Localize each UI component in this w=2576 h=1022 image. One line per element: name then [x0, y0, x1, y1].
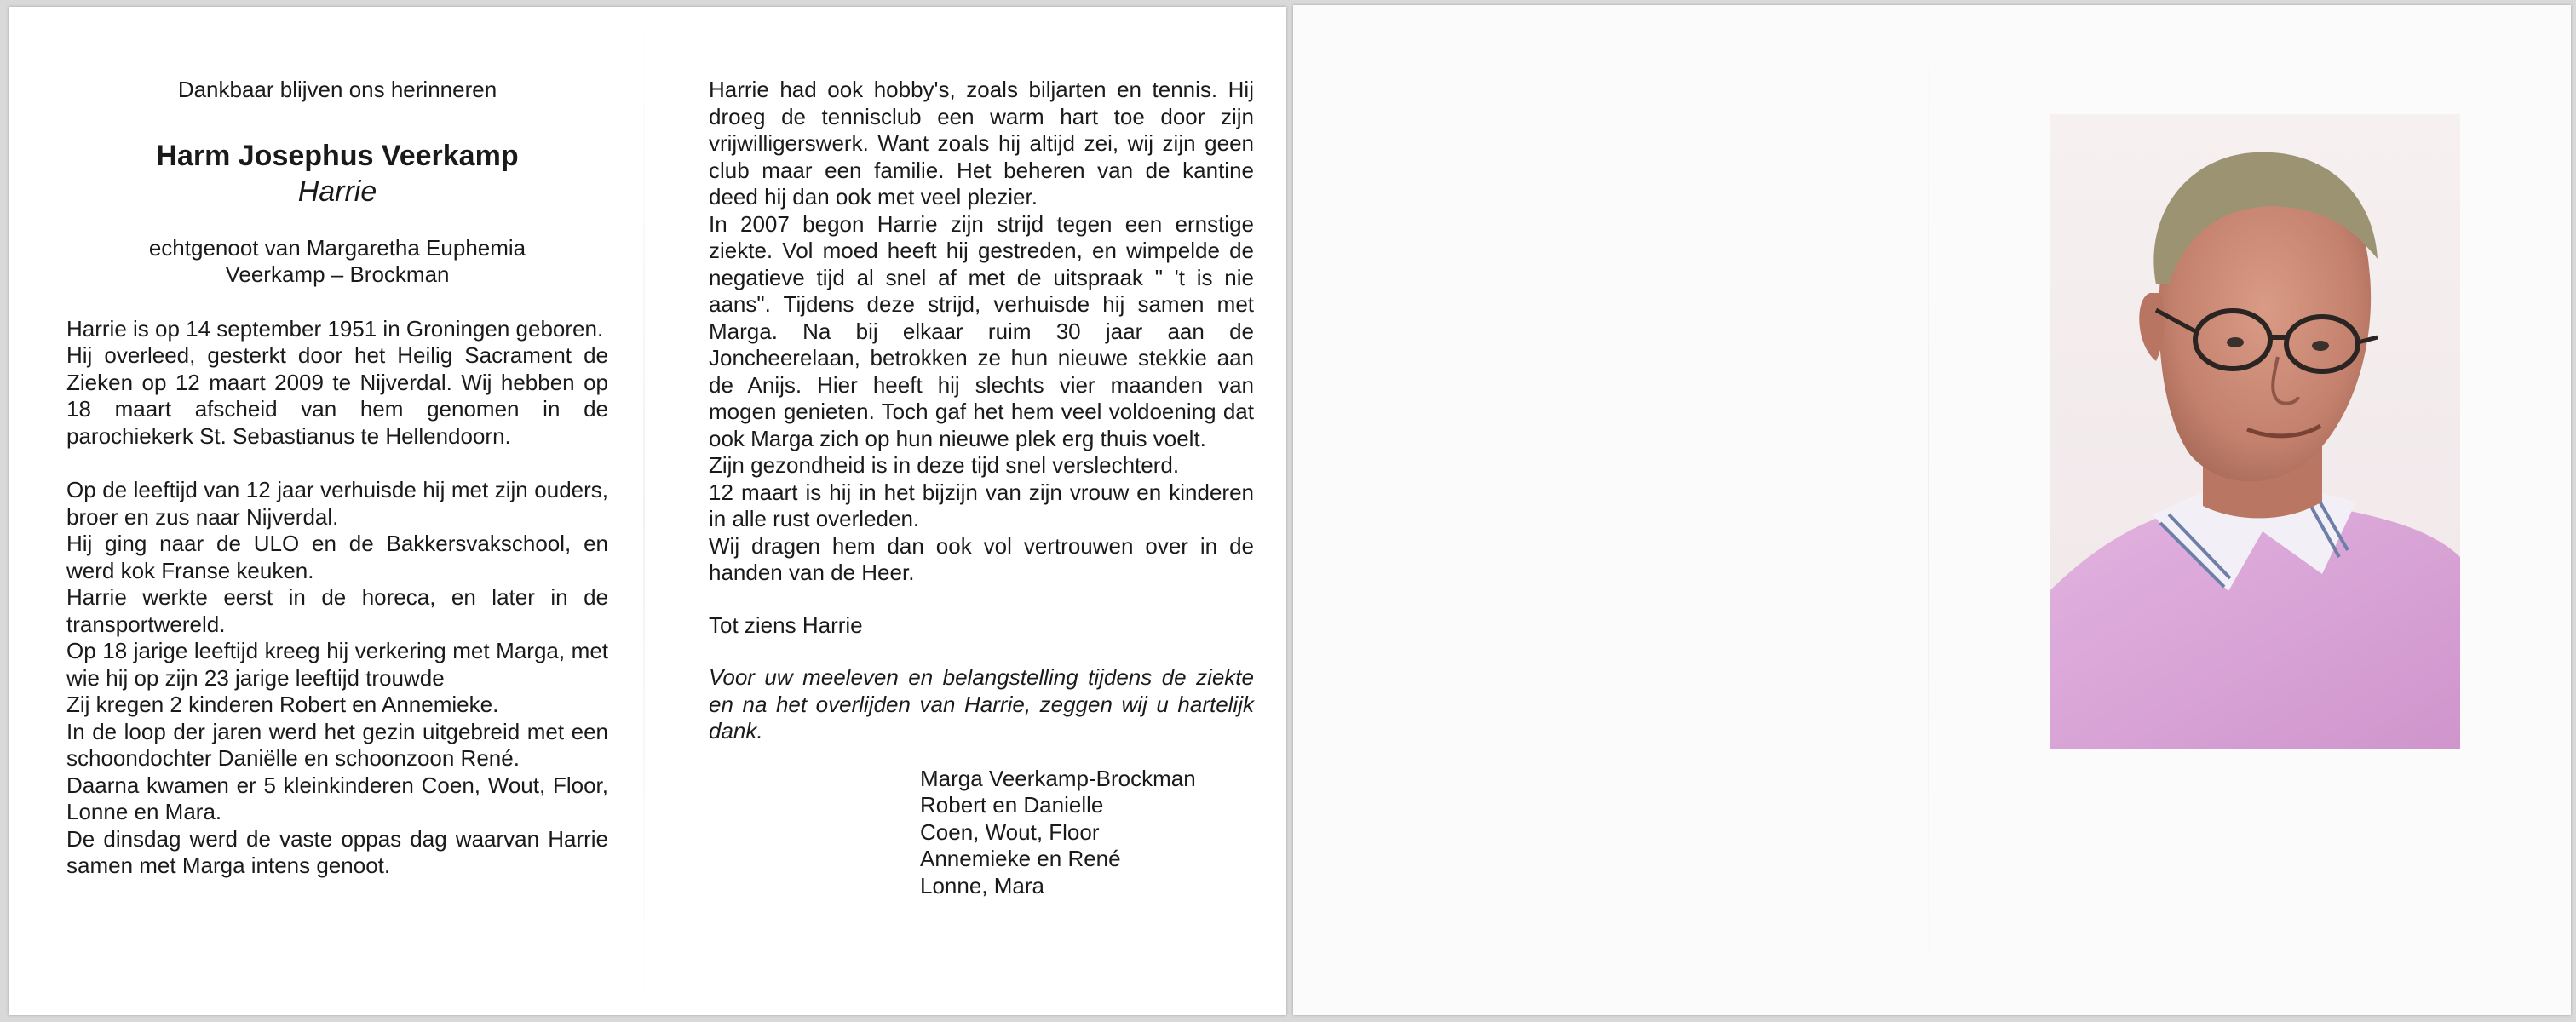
biography-text: Op 18 jarige leeftijd kreeg hij verkering met Marga, met wie hij op zijn 23 jarige leeftijd trouwde: [66, 638, 608, 691]
farewell-line: Tot ziens Harrie: [709, 611, 863, 638]
portrait-photo: [2050, 114, 2460, 749]
biography-text: Hij overleed, gesterkt door het Heilig Sacrament de Zieken op 12 maart 2009 te Nijverdal. Wij hebben op 18 maart afscheid van hem genomen in de parochiekerk St. Sebastianus te Hellendoorn.: [66, 342, 608, 449]
biography-text: Harrie werkte eerst in de horeca, en later in de transportwereld.: [66, 584, 608, 637]
portrait-illustration: [2050, 114, 2460, 749]
biography-text: Wij dragen hem dan ook vol vertrouwen over in de handen van de Heer.: [709, 532, 1254, 585]
deceased-nickname: Harrie: [297, 175, 377, 208]
biography-text: Op de leeftijd van 12 jaar verhuisde hij met zijn ouders, broer en zus naar Nijverdal.: [66, 477, 608, 530]
fold-crease: [1928, 5, 1929, 1015]
signer-line: Lonne, Mara: [920, 872, 1044, 899]
biography-text: Harrie had ook hobby's, zoals biljarten en tennis. Hij droeg de tennisclub een warm hart toe door zijn vrijwilligerswerk. Want zoals hij altijd zei, wij zijn geen club maar een familie. Het beheren van de kantine deed hij dan ook met veel plezier.: [709, 77, 1254, 210]
thanks-message: Voor uw meeleven en belangstelling tijdens de ziekte en na het overlijden van Harrie, zeggen wij u hartelijk dank.: [709, 664, 1254, 744]
spacer: [709, 639, 1254, 664]
biography-text: Zij kregen 2 kinderen Robert en Annemieke.: [66, 692, 499, 717]
signer-line: Marga Veerkamp-Brockman: [920, 765, 1196, 791]
signer-line: Coen, Wout, Floor: [920, 818, 1100, 845]
biography-paragraph-1: [66, 316, 608, 451]
signers-list: [920, 766, 1254, 900]
right-column: [709, 77, 1254, 899]
spacer: [709, 587, 1254, 612]
biography-text: Zijn gezondheid is in deze tijd snel verslechterd.: [709, 452, 1180, 478]
eye: [2227, 337, 2244, 347]
signer-line: Annemieke en René: [920, 846, 1121, 871]
intro-line: Dankbaar blijven ons herinneren: [177, 77, 497, 102]
biography-paragraph-2: [66, 477, 608, 880]
biography-text: In 2007 begon Harrie zijn strijd tegen een ernstige ziekte. Vol moed heeft hij gestreden, en wimpelde de negatieve tijd al snel af met de uitspraak " 't is nie aans". Tijdens deze strijd, verhuisde hij samen met Marga. Na bij elkaar ruim 30 jaar aan de Joncheerelaan, betrokken ze hun nieuwe stekkie aan de Anijs. Hier heeft hij slechts vier maanden van mogen genieten. Toch gaf het hem veel voldoening dat ook Marga zich op hun nieuwe plek erg thuis voelt.: [709, 210, 1254, 451]
spouse-info: [66, 235, 608, 289]
eye: [2312, 341, 2329, 351]
biography-text: De dinsdag werd de vaste oppas dag waarvan Harrie samen met Marga intens genoot.: [66, 825, 608, 878]
deceased-name: Harm Josephus Veerkamp: [156, 139, 519, 172]
spouse-line: Veerkamp – Brockman: [225, 261, 450, 287]
biography-text: Hij ging naar de ULO en de Bakkersvakschool, en werd kok Franse keuken.: [66, 531, 608, 583]
memorial-card-inside: [9, 7, 1286, 1015]
memorial-card-photo-side: [1293, 5, 2571, 1015]
biography-text: 12 maart is hij in het bijzijn van zijn vrouw en kinderen in alle rust overleden.: [709, 479, 1254, 531]
biography-text: Harrie is op 14 september 1951 in Groningen geboren.: [66, 315, 604, 342]
biography-text: In de loop der jaren werd het gezin uitgebreid met een schoondochter Daniëlle en schoonzoon René.: [66, 718, 608, 771]
spouse-line: echtgenoot van Margaretha Euphemia: [148, 234, 526, 261]
biography-text: Daarna kwamen er 5 kleinkinderen Coen, Wout, Floor, Lonne en Mara.: [66, 772, 608, 824]
signer-line: Robert en Danielle: [920, 792, 1104, 818]
fold-crease: [643, 7, 645, 1015]
left-column: [66, 77, 608, 907]
